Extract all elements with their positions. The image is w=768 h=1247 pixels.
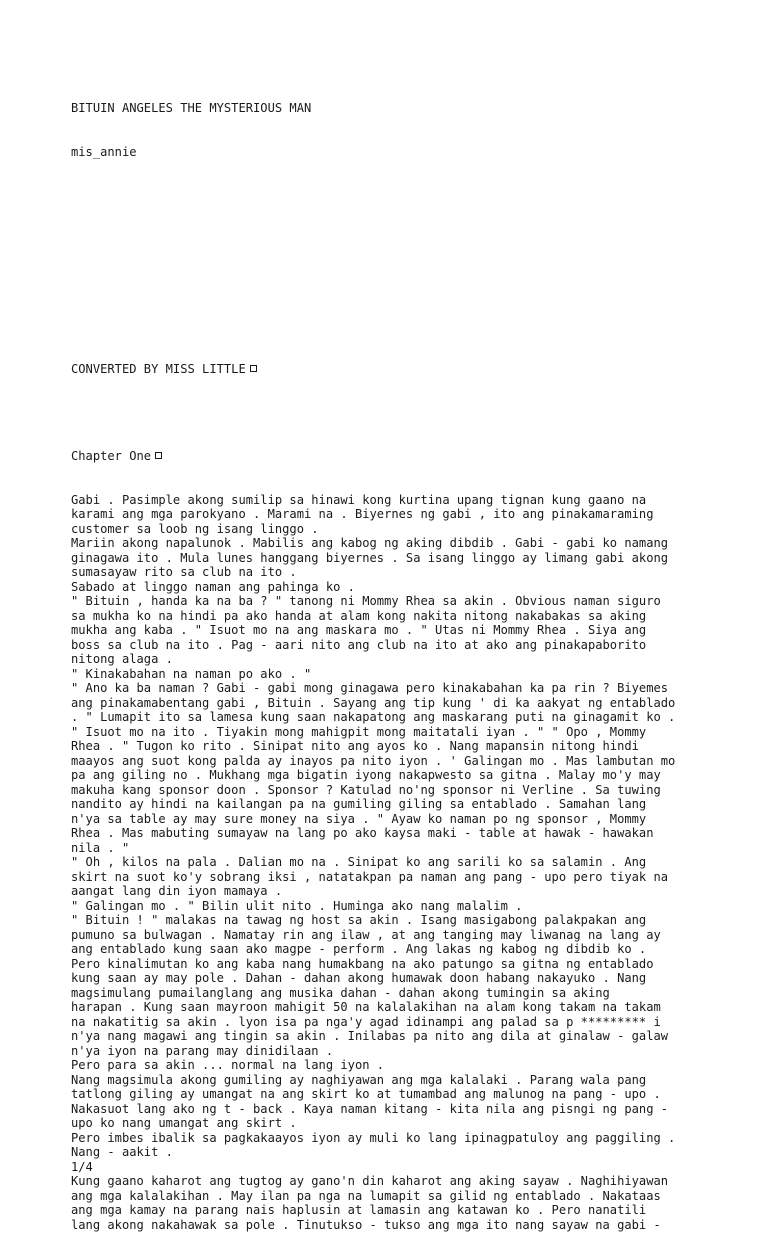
- body-line: boss sa club na ito . Pag - aari nito ang club na ito at ako ang pinakapaborito: [71, 637, 647, 652]
- body-line: karami ang mga parokyano . Marami na . Biyernes ng gabi , ito ang pinakamaraming: [71, 507, 654, 521]
- body-line: mukha ang kaba . " Isuot mo na ang maskara mo . " Utas ni Mommy Rhea . Siya ang: [71, 623, 647, 637]
- body-line: sumasayaw rito sa club na ito .: [71, 565, 297, 579]
- body-line: Rhea . Mas mabuting sumayaw na lang po ako kaysa maki - table at hawak - hawakan: [71, 826, 654, 840]
- body-line: upo ko nang umangat ang skirt .: [71, 1116, 297, 1130]
- body-line: na nakatitig sa akin . lyon isa pa nga'y agad idinampi ang palad sa p ********* i: [71, 1014, 661, 1029]
- body-line: nitong alaga .: [71, 652, 173, 666]
- chapter-heading-line: [71, 449, 751, 464]
- spacer: [71, 406, 751, 421]
- body-line: Nang magsimula akong gumiling ay naghiyawan ang mga kalalaki . Parang wala pang: [71, 1072, 647, 1087]
- body-line: . " Lumapit ito sa lamesa kung saan nakapatong ang maskarang puti na ginagamit ko .: [71, 710, 676, 724]
- spacer: [71, 188, 751, 203]
- chapter-heading: Chapter One: [71, 449, 152, 463]
- body-line: " Bituin , handa ka na ba ? " tanong ni Mommy Rhea sa akin . Obvious naman siguro: [71, 594, 661, 608]
- body-line: n'ya iyon na parang may dinidilaan .: [71, 1043, 334, 1058]
- body-line: Kung gaano kaharot ang tugtog ay gano'n din kaharot ang aking sayaw . Naghihiyawan: [71, 1174, 669, 1188]
- body-line: Gabi . Pasimple akong sumilip sa hinawi kong kurtina upang tignan kung gaano na: [71, 492, 647, 507]
- body-line: ang entablado kung saan ako magpe - perform . Ang lakas ng kabog ng dibdib ko .: [71, 942, 647, 956]
- box-glyph-icon: [155, 452, 162, 459]
- spacer: [71, 275, 751, 290]
- body-line: Nang - aakit .: [71, 1145, 173, 1159]
- body-line: ang pinakamabentang gabi , Bituin . Sayang ang tip kung ' di ka aakyat ng entablado: [71, 695, 676, 710]
- body-line: magsimulang pumailanglang ang musika dahan - dahan akong tumingin sa aking: [71, 985, 610, 1000]
- body-line: ginagawa ito . Mula lunes hanggang biyernes . Sa isang linggo ay limang gabi akong: [71, 550, 669, 565]
- body-line: " Ano ka ba naman ? Gabi - gabi mong ginagawa pero kinakabahan ka pa rin ? Biyemes: [71, 681, 669, 695]
- body-line: sa mukha ko na hindi pa ako handa at alam kong nakita nitong nakabakas sa aking: [71, 608, 647, 623]
- body-line: Mariin akong napalunok . Mabilis ang kabog ng aking dibdib . Gabi - gabi ko namang: [71, 536, 669, 550]
- body-line: Pero kinalimutan ko ang kaba nang humakbang na ako patungo sa gitna ng entablado: [71, 956, 654, 971]
- body-line: " Galingan mo . " Bilin ulit nito . Huminga ako nang malalim .: [71, 898, 523, 913]
- document-author: mis_annie: [71, 144, 137, 159]
- converted-by-line: [71, 362, 751, 377]
- body-line: ang mga kamay na parang nais haplusin at lamasin ang katawan ko . Pero nanatili: [71, 1203, 647, 1217]
- body-line: nila . ": [71, 840, 130, 855]
- body-line: aangat lang din iyon mamaya .: [71, 884, 283, 898]
- body-line: Rhea . " Tugon ko rito . Sinipat nito ang ayos ko . Nang mapansin nitong hindi: [71, 739, 639, 753]
- body-line: n'ya sa table ay may sure money na siya . " Ayaw ko naman po ng sponsor , Mommy: [71, 811, 647, 826]
- body-line: harapan . Kung saan mayroon mahigit 50 na kalalakihan na alam kong takam na takam: [71, 1000, 661, 1014]
- chapter-body: [71, 493, 751, 1233]
- box-glyph-icon: [250, 365, 257, 372]
- body-line: nandito ay hindi na kailangan pa na gumiling giling sa entablado . Samahan lang: [71, 797, 647, 811]
- spacer: [71, 232, 751, 247]
- body-line: skirt na suot ko'y sobrang iksi , natatakpan pa naman ang pang - upo pero tiyak na: [71, 869, 669, 884]
- spacer: [71, 319, 751, 334]
- body-line: Nakasuot lang ako ng t - back . Kaya naman kitang - kita nila ang pisngi ng pang -: [71, 1101, 669, 1116]
- body-line: tatlong giling ay umangat na ang skirt ko at tumambad ang malunog na pang - upo .: [71, 1087, 661, 1101]
- body-line: " Bituin ! " malakas na tawag ng host sa akin . Isang masigabong palakpakan ang: [71, 913, 647, 927]
- body-line: pumuno sa bulwagan . Namatay rin ang ilaw , at ang tanging may liwanag na lang ay: [71, 927, 661, 942]
- body-line: Sabado at linggo naman ang pahinga ko .: [71, 579, 355, 594]
- body-line: n'ya nang magawi ang tingin sa akin . Inilabas pa nito ang dila at ginalaw - galaw: [71, 1029, 669, 1043]
- body-line: Pero imbes ibalik sa pagkakaayos iyon ay muli ko lang ipinagpatuloy ang paggiling .: [71, 1130, 676, 1145]
- body-line: ang mga kalalakihan . May ilan pa nga na lumapit sa gilid ng entablado . Nakataas: [71, 1188, 661, 1203]
- page-number: 1/4: [71, 1159, 93, 1174]
- converted-by-text: CONVERTED BY MISS LITTLE: [71, 362, 246, 376]
- body-line: maayos ang suot kong palda ay inayos pa nito iyon . ' Galingan mo . Mas lambutan mo: [71, 753, 676, 768]
- document-title: BITUIN ANGELES THE MYSTERIOUS MAN: [71, 101, 312, 115]
- body-line: kung saan ay may pole . Dahan - dahan akong humawak doon habang nakayuko . Nang: [71, 971, 647, 985]
- document-page: [71, 72, 751, 1247]
- body-line: pa ang giling no . Mukhang mga bigatin iyong nakapwesto sa gitna . Malay mo'y may: [71, 768, 661, 782]
- body-line: makuha kang sponsor doon . Sponsor ? Katulad no'ng sponsor ni Verline . Sa tuwing: [71, 782, 661, 797]
- body-line: " Oh , kilos na pala . Dalian mo na . Sinipat ko ang sarili ko sa salamin . Ang: [71, 855, 647, 869]
- body-line: " Kinakabahan na naman po ako . ": [71, 666, 312, 681]
- body-line: " Isuot mo na ito . Tiyakin mong mahigpit mong maitatali iyan . " " Opo , Mommy: [71, 724, 647, 739]
- body-line: customer sa loob ng isang linggo .: [71, 521, 319, 536]
- body-line: Pero para sa akin ... normal na lang iyon .: [71, 1058, 385, 1072]
- body-line: lang akong nakahawak sa pole . Tinutukso - tukso ang mga ito nang sayaw na gabi -: [71, 1217, 661, 1232]
